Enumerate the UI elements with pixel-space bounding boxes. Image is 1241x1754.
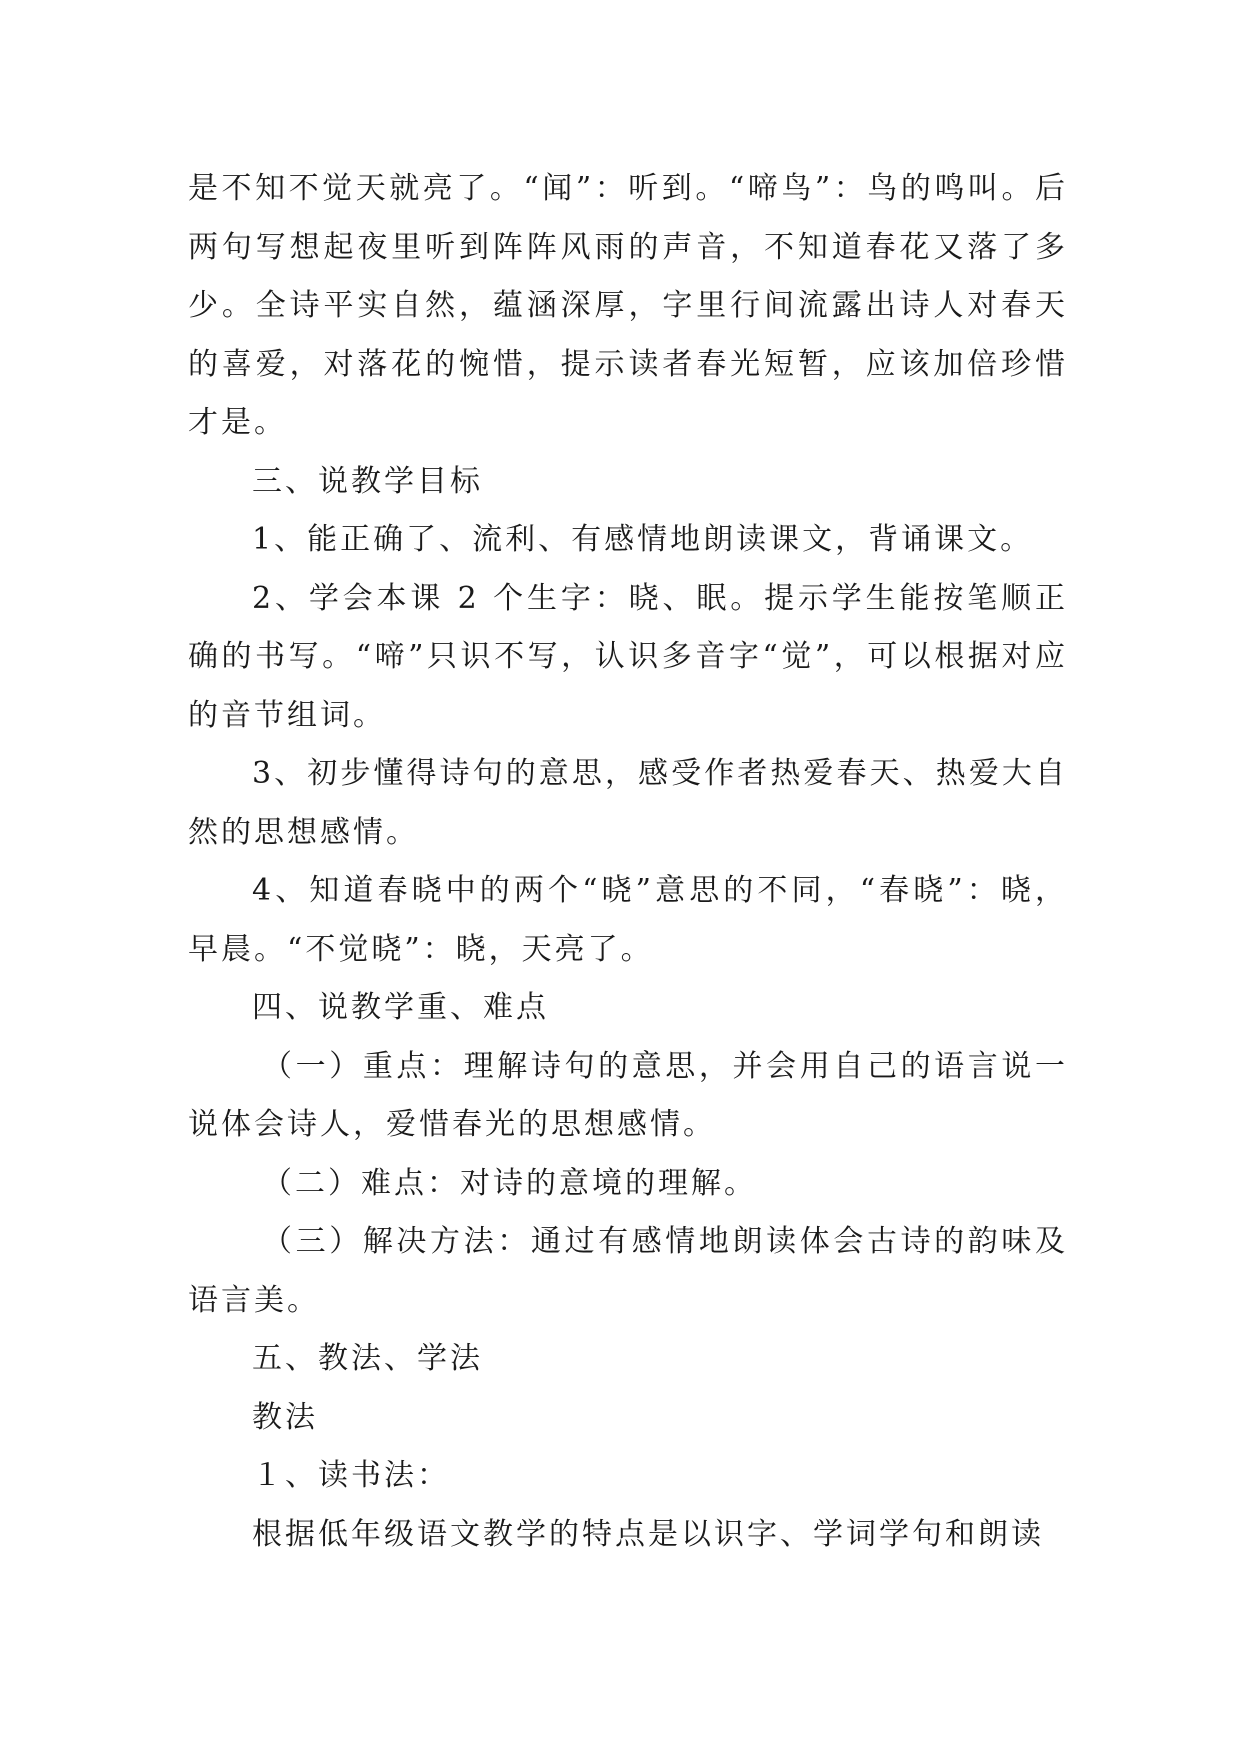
- section-heading-methods: 五、教法、学法: [252, 1341, 483, 1376]
- subheading-teaching-method: 教法: [252, 1399, 318, 1435]
- goal-item-4: 4、知道春晓中的两个“晓”意思的不同，“春晓”：晓，早晨。“不觉晓”：晓，天亮了。: [188, 873, 1068, 967]
- document-body: [188, 160, 1068, 1564]
- paragraph-poem-explanation: 是不知不觉天就亮了。“闻”：听到。“啼鸟”：鸟的鸣叫。后两句写想起夜里听到阵阵风雨的声音，不知道春花又落了多少。全诗平实自然，蕴涵深厚，字里行间流露出诗人对春天的喜爱，对落花的惋惜，提示读者春光短暂，应该加倍珍惜才是。: [188, 171, 1068, 440]
- goal-item-1: 1、能正确了、流利、有感情地朗读课文，背诵课文。: [252, 522, 1034, 557]
- goal-item-2: 2、学会本课 2 个生字：晓、眠。提示学生能按笔顺正确的书写。“啼”只识不写，认识多音字“觉”，可以根据对应的音节组词。: [188, 580, 1068, 733]
- goal-item-3: 3、初步懂得诗句的意思，感受作者热爱春天、热爱大自然的思想感情。: [188, 756, 1068, 850]
- section-heading-teaching-goals: 三、说教学目标: [252, 463, 483, 499]
- paragraph-method-basis: 根据低年级语文教学的特点是以识字、学词学句和朗读: [252, 1516, 1044, 1552]
- method-item-reading: １、读书法：: [252, 1458, 450, 1493]
- key-point-focus: （一）重点：理解诗句的意思，并会用自己的语言说一说体会诗人，爱惜春光的思想感情。: [188, 1048, 1068, 1142]
- key-point-solution: （三）解决方法：通过有感情地朗读体会古诗的韵味及语言美。: [188, 1224, 1068, 1318]
- key-point-difficulty: （二）难点：对诗的意境的理解。: [262, 1165, 757, 1201]
- section-heading-key-points: 四、说教学重、难点: [252, 990, 549, 1025]
